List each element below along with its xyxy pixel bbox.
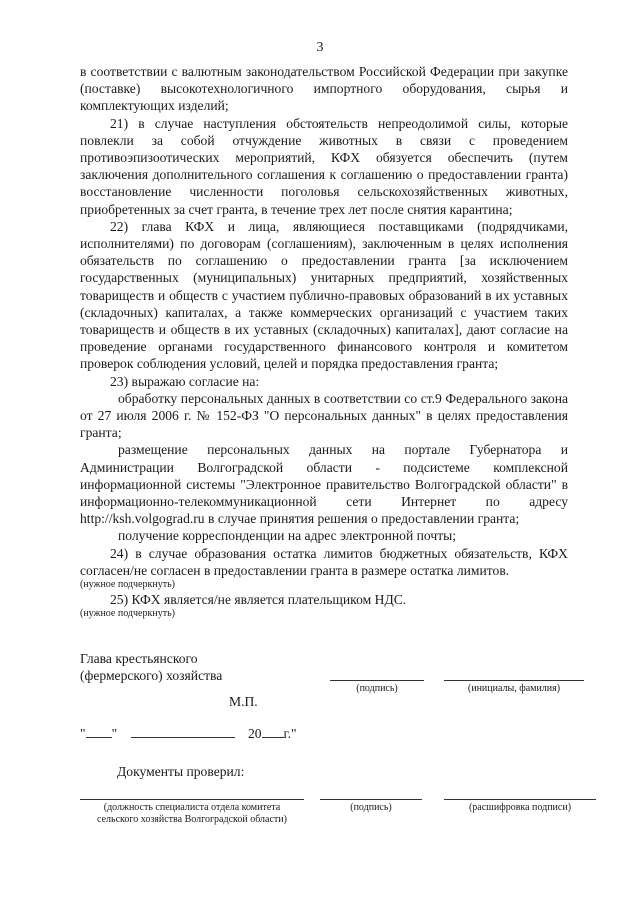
paragraph-23-item-3: получение корреспонденции на адрес электронной почты; [118,528,457,544]
verification-title: Документы проверил: [117,764,245,779]
head-title [80,650,222,684]
date-year-suffix: г." [283,726,297,741]
paragraph-23-item-2: размещение персональных данных на портале Губернатора и Администрации Волгоградской области - подсистеме комплексной информационной системы "Электронное правительство Волгоградской области" в информационно-телекоммуникационной сети Интернет по адресу http://ksh.volgograd.ru в случае принятия решения о предоставлении гранта; [80,442,568,527]
date-year-prefix: 20 [247,726,262,741]
paragraph-21: 21) в случае наступления обстоятельств непреодолимой силы, которые повлекли за собой отчуждение животных в связи с проведением противоэпизоотических мероприятий, КФХ обязуется обеспечить (путем заключения дополнительного соглашения к соглашению о предоставлении гранта) восстановление численности поголовья сельскохозяйственных животных, приобретенных за счет гранта, в течение трех лет после снятия карантина; [80,115,568,217]
head-title-line-2: (фермерского) хозяйства [80,668,223,683]
document-body [80,63,568,620]
paragraph-22: 22) глава КФХ и лица, являющиеся поставщиками (подрядчиками, исполнителями) по договорам (соглашениям), заключенным в целях исполнения обязательств по соглашению о предоставлении гранта [за исключением государственных (муниципальных) унитарных предприятий, хозяйственных товариществ и обществ с участием публично-правовых образований в их уставных (складочных) капиталах, а также коммерческих организаций с участием таких товариществ и обществ в их уставных (складочных) капиталах], дают согласие на проведение органами государственного финансового контроля и комитетом проверок соблюдения условий, целей и порядка предоставления гранта; [80,218,568,372]
verifier-decoding-line [444,799,596,800]
verifier-decoding-caption: (расшифровка подписи) [468,802,572,813]
paragraph-24: 24) в случае образования остатка лимитов бюджетных обязательств, КФХ согласен/не согласен в предоставлении гранта в размере остатка лимитов. [80,545,568,578]
verifier-signature-caption: (подпись) [350,802,392,813]
paragraph-25: 25) КФХ является/не является плательщиком НДС. [110,592,407,608]
head-signature-caption: (подпись) [356,683,398,694]
paragraph-23: 23) выражаю согласие на: [110,373,260,389]
date-day-blank [86,724,112,738]
date-month-blank [131,724,235,738]
verifier-position-caption: (должность специалиста отдела комитета сельского хозяйства Волгоградской области) [97,802,287,825]
head-name-line [444,680,584,681]
head-name-caption: (инициалы, фамилия) [467,683,561,694]
date-row [80,724,297,742]
paragraph-23-item-1: обработку персональных данных в соответствии со ст.9 Федерального закона от 27 июля 2006 г. № 152-ФЗ "О персональных данных" в целях предоставления гранта; [80,390,568,441]
stamp-place: М.П. [229,694,258,709]
note-underline-1: (нужное подчеркнуть) [80,579,175,591]
date-close-quote: " [111,726,118,741]
verifier-signature-line [320,799,422,800]
head-signature-line [330,680,424,681]
verifier-position-line [80,799,304,800]
page-number: 3 [316,40,324,55]
note-underline-2: (нужное подчеркнуть) [80,608,175,620]
head-title-line-1: Глава крестьянского [80,651,198,666]
date-year-blank [262,724,284,738]
date-open-quote: " [80,726,86,741]
paragraph-continuation: в соответствии с валютным законодательством Российской Федерации при закупке (поставке) высокотехнологичного импортного оборудования, сырья и комплектующих изделий; [80,64,568,114]
